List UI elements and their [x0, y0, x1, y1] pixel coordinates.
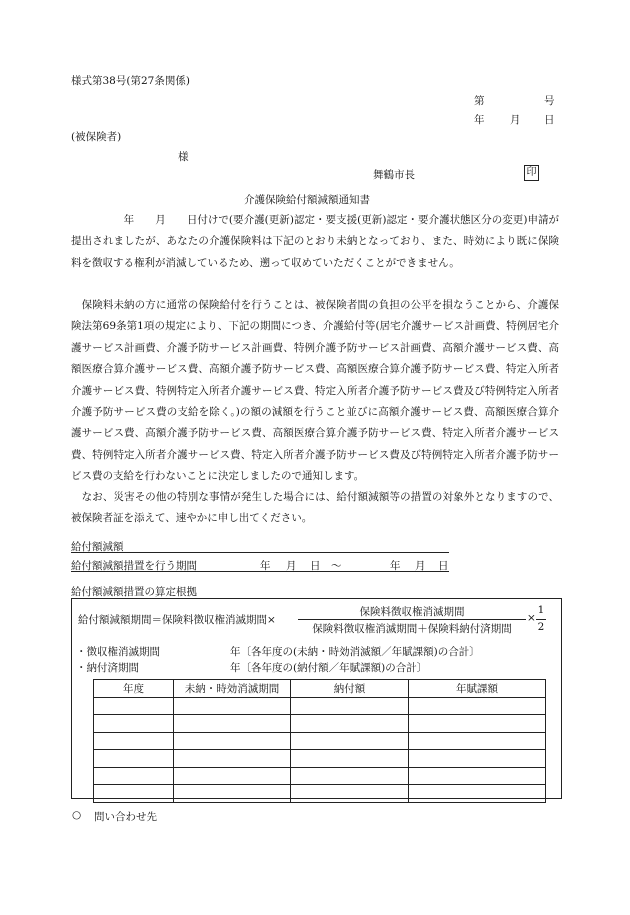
table-cell[interactable]	[409, 715, 546, 733]
definition-1-text: 年〔各年度の(未納・時効消滅額／年賦課額)の合計〕	[230, 646, 480, 658]
table-row	[94, 697, 546, 715]
formula-denominator: 保険料徴収権消滅期間＋保険料納付済期間	[312, 623, 512, 635]
table-row	[94, 715, 546, 733]
col-header-unpaid-period: 未納・時効消滅期間	[174, 680, 291, 698]
formula-lhs: 給付額減額期間＝保険料徴収権消滅期間×	[78, 614, 276, 626]
table-header-row	[94, 680, 546, 698]
table-cell[interactable]	[94, 697, 174, 715]
reduction-rate-underline	[71, 552, 449, 553]
table-cell[interactable]	[409, 750, 546, 768]
half-fraction-line	[536, 619, 546, 620]
table-cell[interactable]	[291, 715, 409, 733]
table-cell[interactable]	[94, 715, 174, 733]
col-header-fiscal-year: 年度	[94, 680, 174, 698]
body-paragraph-2: 保険料未納の方に通常の保険給付を行うことは、被保険者間の負担の公平を損なうことから、介護保険法第69条第1項の規定により、下記の期間につき、介護給付等(居宅介護サービス計画費、特例居宅介護サービス計画費、介護予防サービス計画費、特例介護予防サービス計画費、高額介護サービス費、高額医療合算介護サービス費、高額介護予防サービス費、高額医療合算介護予防サービス費、特定入所者介護サービス費、特例特定入所者介護サービス費、特定入所者介護予防サービス費及び特例特定入所者介護予防サービス費の支給を除く。)の額の減額を行うこと並びに高額介護サービス費、高額医療合算介護サービス費、高額介護予防サービス費、高額医療合算介護予防サービス費、特定入所者介護サービス費、特例特定入所者介護サービス費、特定入所者介護予防サービス費及び特例特定入所者介護予防サービス費の支給を行わないことに決定しましたので通知します。	[71, 299, 559, 483]
table-cell[interactable]	[94, 785, 174, 803]
formula-numerator: 保険料徴収権消滅期間	[359, 606, 465, 618]
addressee-label: (被保険者)	[71, 131, 122, 143]
official-seal: 印	[524, 165, 539, 181]
body-paragraph-1: 年 月 日付けで(要介護(更新)認定・要支援(更新)認定・要介護状態区分の変更)申請が提出されましたが、あなたの介護保険料は下記のとおり未納となっており、また、時効により既に保険料を徴収する権利が消滅しているため、遡って収めていただくことができません。	[71, 214, 559, 269]
date-day: 日	[544, 114, 555, 126]
table-cell[interactable]	[409, 767, 546, 785]
table-cell[interactable]	[291, 697, 409, 715]
definition-2-label: ・納付済期間	[76, 662, 139, 674]
table-cell[interactable]	[174, 697, 291, 715]
formula-fraction-line	[298, 619, 526, 620]
table-cell[interactable]	[174, 767, 291, 785]
period-start-month: 月	[286, 560, 297, 572]
table-cell[interactable]	[174, 715, 291, 733]
contact-label: 問い合わせ先	[94, 811, 157, 823]
date-month: 月	[510, 114, 521, 126]
table-cell[interactable]	[409, 785, 546, 803]
issuer-name: 舞鶴市長	[373, 169, 415, 181]
definition-2-text: 年〔各年度の(納付額／年賦課額)の合計〕	[230, 662, 428, 674]
table-cell[interactable]	[174, 785, 291, 803]
period-start-day: 日	[310, 560, 321, 572]
table-cell[interactable]	[291, 750, 409, 768]
reduction-period-label: 給付額減額措置を行う期間	[71, 560, 197, 572]
col-header-annual-levy: 年賦課額	[409, 680, 546, 698]
definition-1-label: ・徴収権消滅期間	[76, 646, 160, 658]
table-cell[interactable]	[94, 750, 174, 768]
table-cell[interactable]	[174, 732, 291, 750]
document-title: 介護保険給付額減額通知書	[244, 194, 370, 206]
body-paragraph-3: なお、災害その他の特別な事情が発生した場合には、給付額減額等の措置の対象外となりますので、被保険者証を添えて、速やかに申し出てください。	[71, 491, 559, 525]
contact-circle-icon: ○	[72, 809, 82, 821]
formula-times: ×	[527, 612, 536, 624]
table-cell[interactable]	[409, 732, 546, 750]
basis-title: 給付額減額措置の算定根拠	[71, 586, 197, 598]
table-row	[94, 750, 546, 768]
half-numerator: 1	[537, 604, 545, 616]
reduction-rate-label: 給付額減額	[71, 541, 124, 553]
reduction-period-underline	[71, 571, 449, 572]
period-end-month: 月	[415, 560, 426, 572]
doc-number-prefix: 第	[474, 95, 485, 107]
doc-number-suffix: 号	[544, 95, 555, 107]
table-cell[interactable]	[174, 750, 291, 768]
table-cell[interactable]	[409, 697, 546, 715]
period-tilde: 〜	[331, 560, 342, 572]
table-cell[interactable]	[291, 767, 409, 785]
date-year: 年	[474, 114, 485, 126]
period-start-year: 年	[260, 560, 271, 572]
half-denominator: 2	[537, 621, 545, 633]
table-cell[interactable]	[94, 767, 174, 785]
payment-history-table	[93, 679, 546, 803]
table-row	[94, 785, 546, 803]
table-row	[94, 767, 546, 785]
table-cell[interactable]	[291, 732, 409, 750]
form-number: 様式第38号(第27条関係)	[71, 75, 190, 87]
table-cell[interactable]	[94, 732, 174, 750]
addressee-honorific: 様	[178, 151, 189, 163]
period-end-day: 日	[438, 560, 449, 572]
col-header-paid-amount: 納付額	[291, 680, 409, 698]
period-end-year: 年	[390, 560, 401, 572]
table-cell[interactable]	[291, 785, 409, 803]
table-row	[94, 732, 546, 750]
